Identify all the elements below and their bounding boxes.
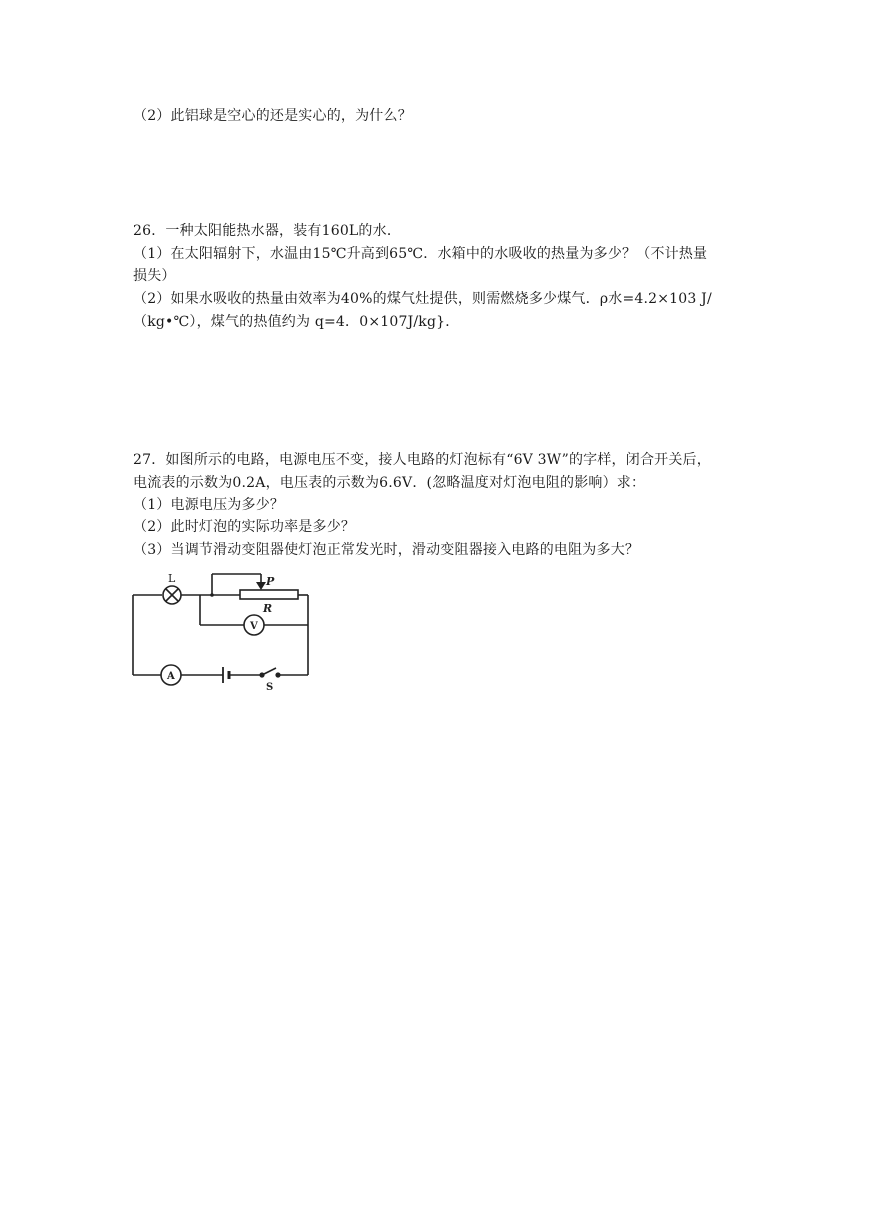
q27-part2: （2）此时灯泡的实际功率是多少？ [133,519,356,535]
voltmeter-label: V [250,621,258,632]
battery-icon [223,667,229,683]
q26-part1-line1: （1）在太阳辐射下，水温由15℃升高到65℃．水箱中的水吸收的热量为多少？（不计热量 [133,246,708,262]
switch-label: S [266,682,274,693]
rheostat-label: R [263,602,273,615]
q26-part1-line2: 损失） [133,268,176,284]
lamp-label: L [168,572,176,585]
q27-stem-line1: 27．如图所示的电路，电源电压不变，接人电路的灯泡标有“6V 3W”的字样，闭合开关后， [133,452,711,468]
slider-arrow-icon [256,582,266,590]
q26-stem: 26．一种太阳能热水器，装有160L的水． [133,223,402,239]
q27-stem-line2: 电流表的示数为0.2A，电压表的示数为6.6V．(忽略温度对灯泡电阻的影响）求： [133,475,646,491]
circuit-diagram [128,568,318,693]
switch-icon [260,668,280,677]
q27-part1: （1）电源电压为多少？ [133,497,285,513]
q26-part2-line1: （2）如果水吸收的热量由效率为40%的煤气灶提供，则需燃烧多少煤气．ρ水=4.2×103 J/ [133,291,712,307]
q27-part3: （3）当调节滑动变阻器使灯泡正常发光时，滑动变阻器接入电路的电阻为多大？ [133,542,640,558]
lamp-icon [163,586,181,604]
ammeter-label: A [167,671,175,682]
q25-part2: （2）此铝球是空心的还是实心的，为什么？ [133,108,412,124]
q26-part2-line2: （kg•℃），煤气的热值约为 q=4．0×107J/kg}． [133,314,460,330]
junction-dot [210,593,214,597]
slider-label: P [266,575,275,588]
rheostat-body [240,590,298,599]
